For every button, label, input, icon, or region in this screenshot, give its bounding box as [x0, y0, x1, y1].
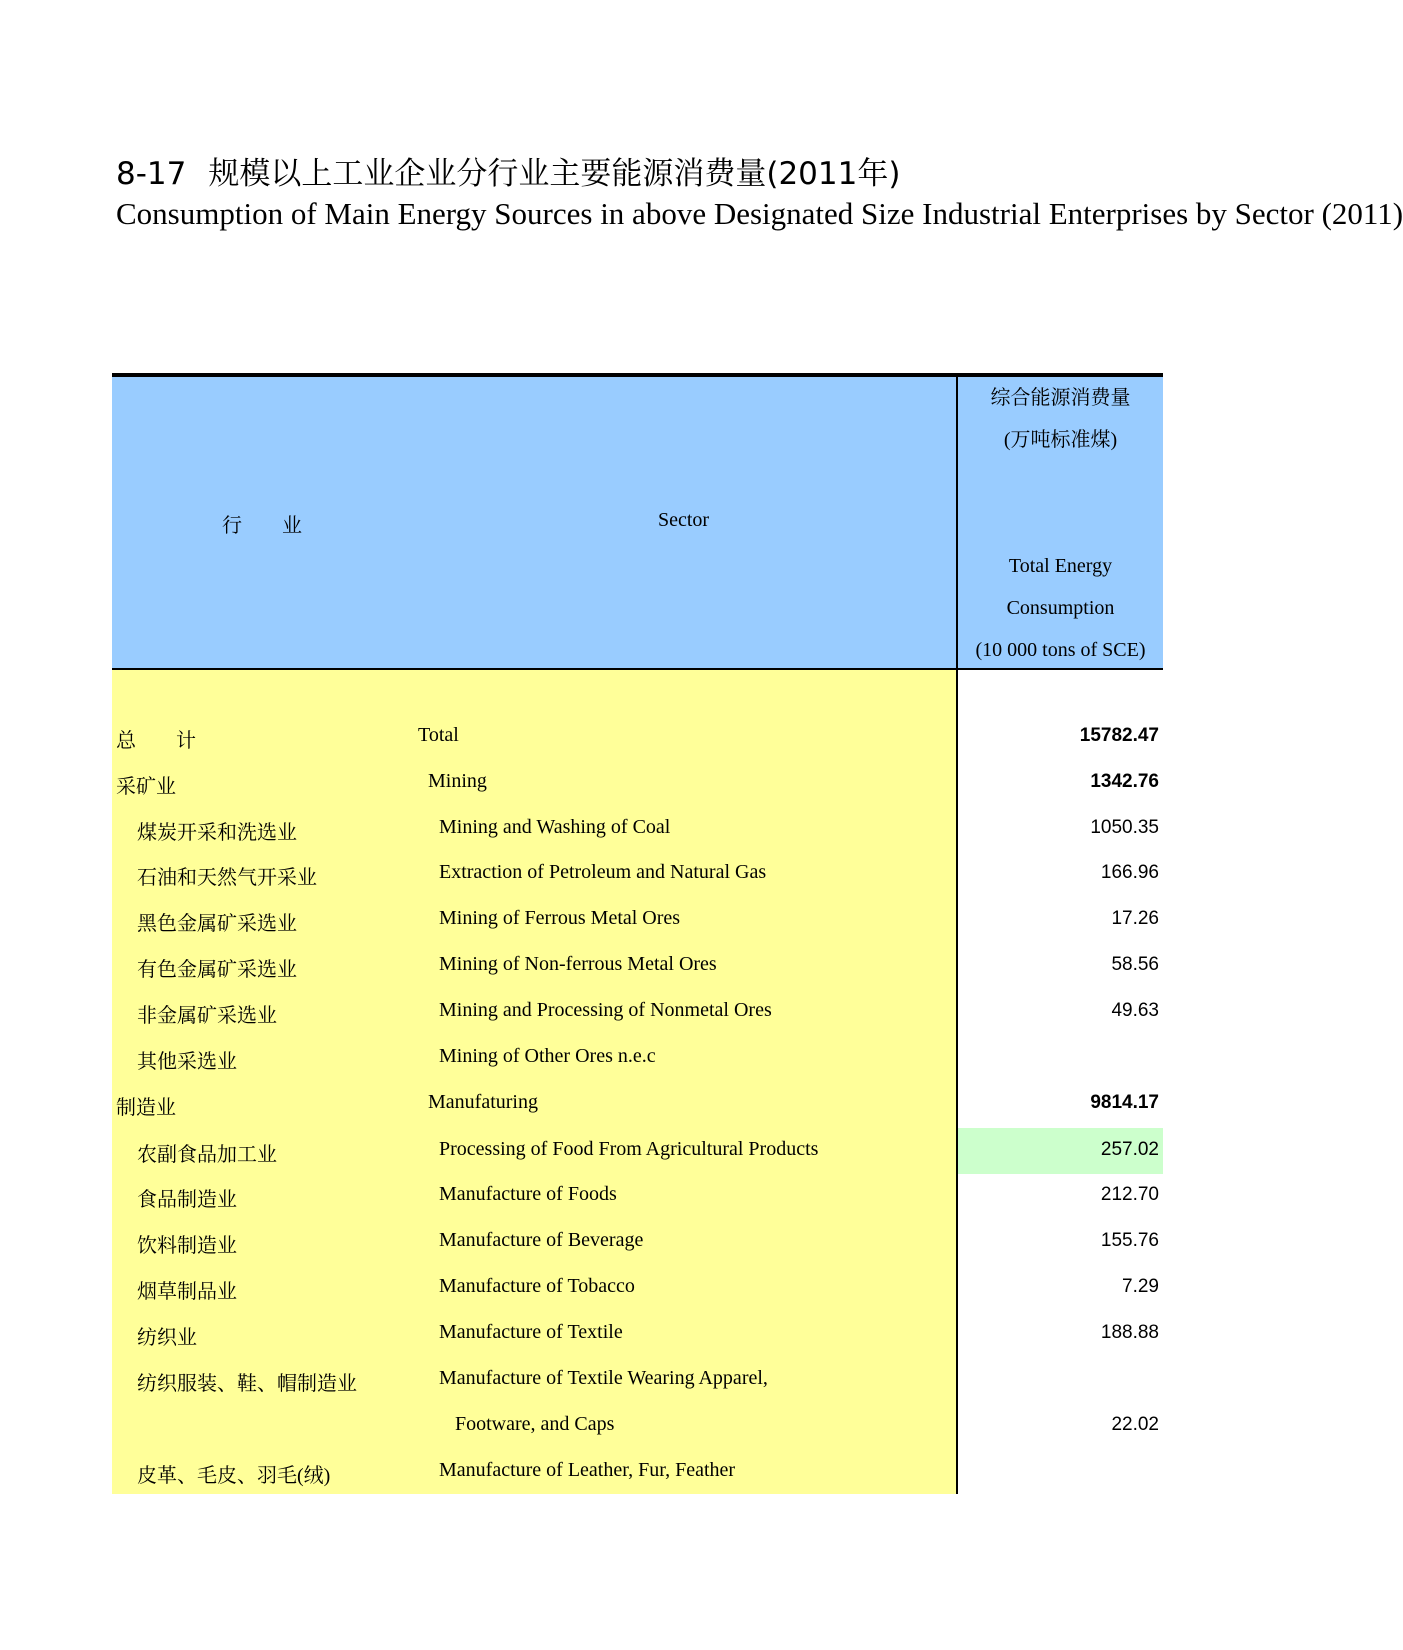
- row-sector-cn: 纺织业: [137, 1327, 197, 1349]
- table-row: [112, 714, 1163, 760]
- table-row: [112, 760, 1163, 806]
- row-sector-cn: 有色金属矿采选业: [137, 959, 297, 981]
- row-sector-cn: 纺织服装、鞋、帽制造业: [137, 1373, 357, 1395]
- table-row: [112, 1219, 1163, 1265]
- row-sector-cn: 皮革、毛皮、羽毛(绒): [137, 1465, 331, 1487]
- row-sector-en: Mining: [428, 770, 487, 792]
- row-sector-cn: 总 计: [116, 730, 196, 752]
- row-value: 49.63: [1111, 1000, 1159, 1021]
- row-value: 17.26: [1111, 908, 1159, 929]
- row-value: 155.76: [1100, 1230, 1159, 1251]
- row-sector-cn: 石油和天然气开采业: [137, 867, 317, 889]
- row-sector-cn: 饮料制造业: [137, 1235, 237, 1257]
- table-header: [112, 377, 1163, 670]
- table-title-cn: [116, 148, 900, 193]
- row-value: 212.70: [1100, 1184, 1159, 1205]
- row-value: 15782.47: [1079, 725, 1159, 746]
- table-number: 8-17: [116, 156, 187, 192]
- table-title-cn-text: 规模以上工业企业分行业主要能源消费量(2011年): [208, 156, 901, 192]
- row-sector-en: Total: [418, 724, 459, 746]
- header-sector-cn: [222, 509, 302, 538]
- row-sector-en: Mining and Processing of Nonmetal Ores: [439, 999, 772, 1021]
- table-row: [112, 1265, 1163, 1311]
- row-sector-en: Manufacture of Tobacco: [439, 1275, 635, 1297]
- header-sector-en: Sector: [658, 509, 710, 531]
- table-row: [112, 1128, 1163, 1174]
- row-value: 166.96: [1100, 862, 1159, 883]
- header-total-energy: [958, 377, 1163, 671]
- row-sector-en: Manufaturing: [428, 1091, 538, 1113]
- table-title-en: Consumption of Main Energy Sources in above Designated Size Industrial Enterprises by Sector (2011): [116, 196, 1403, 231]
- row-sector-en: Processing of Food From Agricultural Products: [439, 1138, 819, 1160]
- header-sector-cn-2: 业: [282, 515, 302, 537]
- row-sector-cn: 烟草制品业: [137, 1281, 237, 1303]
- row-sector-en: Mining of Other Ores n.e.c: [439, 1045, 656, 1067]
- row-sector-cn: 其他采选业: [137, 1051, 237, 1073]
- row-sector-en: Footware, and Caps: [455, 1413, 615, 1435]
- row-value[interactable]: 257.02: [1100, 1139, 1159, 1160]
- row-sector-en: Manufacture of Beverage: [439, 1229, 644, 1251]
- header-col1-en-3: (10 000 tons of SCE): [975, 639, 1146, 661]
- row-value: 58.56: [1111, 954, 1159, 975]
- row-value: 1342.76: [1090, 771, 1159, 792]
- table-row: [112, 1311, 1163, 1357]
- row-sector-en: Manufacture of Leather, Fur, Feather: [439, 1459, 736, 1481]
- table-row: [112, 1403, 1163, 1449]
- table-row: [112, 989, 1163, 1035]
- header-sector-cn-1: 行: [222, 515, 242, 537]
- row-value: 22.02: [1111, 1414, 1159, 1435]
- row-sector-cn: 制造业: [116, 1097, 176, 1119]
- header-col1-cn-2: (万吨标准煤): [1003, 429, 1118, 451]
- header-col1-cn-1: 综合能源消费量: [990, 387, 1131, 409]
- row-sector-cn: 非金属矿采选业: [137, 1005, 277, 1027]
- table-row: [112, 1173, 1163, 1219]
- row-sector-en: Manufacture of Textile: [439, 1321, 623, 1343]
- row-value: 9814.17: [1090, 1092, 1159, 1113]
- table-row: [112, 1081, 1163, 1127]
- table-row: [112, 1449, 1163, 1495]
- row-sector-cn: 食品制造业: [137, 1189, 237, 1211]
- header-col1-en-1: Total Energy: [1008, 555, 1113, 577]
- row-sector-cn: 农副食品加工业: [137, 1144, 277, 1166]
- row-sector-en: Mining of Non-ferrous Metal Ores: [439, 953, 717, 975]
- row-sector-en: Mining and Washing of Coal: [439, 816, 671, 838]
- header-col1-en-2: Consumption: [1006, 597, 1115, 619]
- row-sector-cn: 黑色金属矿采选业: [137, 913, 297, 935]
- row-sector-cn: 煤炭开采和洗选业: [137, 822, 297, 844]
- row-sector-cn: 采矿业: [116, 776, 176, 798]
- table-row: [112, 897, 1163, 943]
- row-value: 7.29: [1122, 1276, 1159, 1297]
- table-row: [112, 1357, 1163, 1403]
- row-sector-en: Extraction of Petroleum and Natural Gas: [439, 861, 767, 883]
- row-value: 188.88: [1100, 1322, 1159, 1343]
- row-value: 1050.35: [1090, 817, 1159, 838]
- row-sector-en: Mining of Ferrous Metal Ores: [439, 907, 681, 929]
- table-row: [112, 1035, 1163, 1081]
- row-sector-en: Manufacture of Foods: [439, 1183, 617, 1205]
- table-row: [112, 851, 1163, 897]
- row-sector-en: Manufacture of Textile Wearing Apparel,: [439, 1367, 768, 1389]
- table-row: [112, 806, 1163, 852]
- table-row: [112, 943, 1163, 989]
